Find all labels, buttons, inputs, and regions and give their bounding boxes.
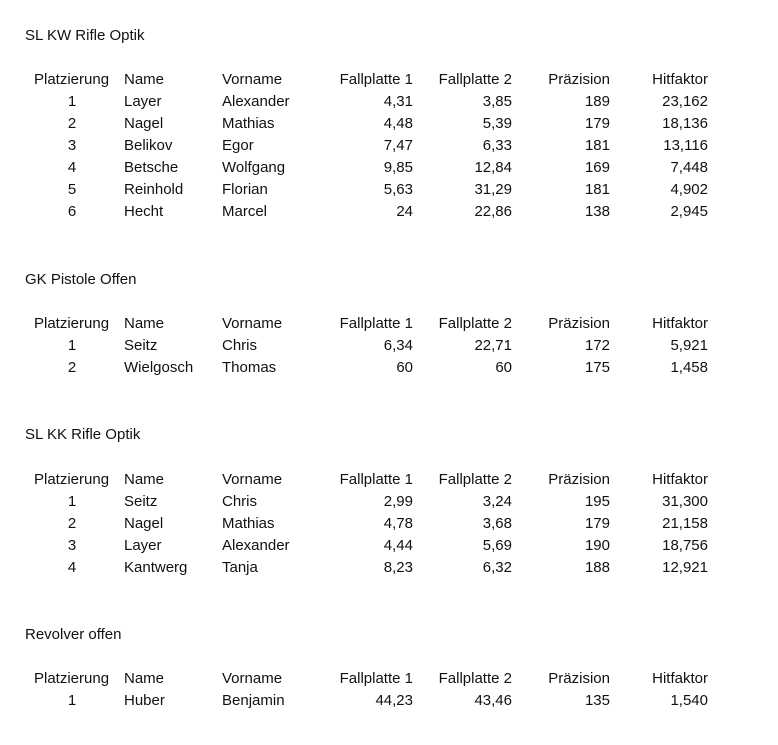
header-hitfaktor: Hitfaktor xyxy=(652,670,708,687)
cell-place: 4 xyxy=(67,159,77,176)
cell-fallplatte-1: 4,44 xyxy=(383,537,413,554)
cell-fallplatte-1: 9,85 xyxy=(383,159,413,176)
cell-fallplatte-1: 44,23 xyxy=(375,692,413,709)
cell-place: 4 xyxy=(67,559,77,576)
cell-name: Kantwerg xyxy=(124,559,188,576)
cell-fallplatte-2: 6,33 xyxy=(482,137,512,154)
table-row xyxy=(0,557,778,579)
cell-first-name: Chris xyxy=(222,493,258,510)
cell-fallplatte-2: 3,68 xyxy=(482,515,512,532)
cell-praezision: 172 xyxy=(584,337,610,354)
cell-hitfaktor: 23,162 xyxy=(662,93,708,110)
table-row xyxy=(0,513,778,535)
cell-first-name: Thomas xyxy=(222,359,277,376)
section-title: SL KW Rifle Optik xyxy=(25,27,145,44)
cell-fallplatte-1: 24 xyxy=(396,203,413,220)
cell-hitfaktor: 1,458 xyxy=(670,359,708,376)
cell-first-name: Wolfgang xyxy=(222,159,286,176)
cell-hitfaktor: 18,136 xyxy=(662,115,708,132)
header-fallplatte-2: Fallplatte 2 xyxy=(438,315,512,332)
header-praezision: Präzision xyxy=(548,315,610,332)
cell-fallplatte-2: 22,86 xyxy=(474,203,512,220)
header-place: Platzierung xyxy=(34,471,110,488)
cell-hitfaktor: 21,158 xyxy=(662,515,708,532)
table-row xyxy=(0,491,778,513)
cell-name: Nagel xyxy=(124,515,164,532)
cell-fallplatte-1: 7,47 xyxy=(383,137,413,154)
cell-fallplatte-2: 60 xyxy=(495,359,512,376)
section-title: Revolver offen xyxy=(25,626,122,643)
table-header-row xyxy=(0,69,778,91)
cell-place: 1 xyxy=(67,337,77,354)
cell-first-name: Chris xyxy=(222,337,258,354)
header-fallplatte-1: Fallplatte 1 xyxy=(339,315,413,332)
cell-fallplatte-2: 3,24 xyxy=(482,493,512,510)
cell-praezision: 138 xyxy=(584,203,610,220)
header-first-name: Vorname xyxy=(222,471,283,488)
cell-first-name: Tanja xyxy=(222,559,258,576)
header-praezision: Präzision xyxy=(548,670,610,687)
header-place: Platzierung xyxy=(34,315,110,332)
results-table xyxy=(0,469,778,579)
header-praezision: Präzision xyxy=(548,71,610,88)
cell-hitfaktor: 7,448 xyxy=(670,159,708,176)
cell-place: 1 xyxy=(67,93,77,110)
cell-hitfaktor: 2,945 xyxy=(670,203,708,220)
cell-fallplatte-1: 4,78 xyxy=(383,515,413,532)
cell-hitfaktor: 4,902 xyxy=(670,181,708,198)
header-name: Name xyxy=(124,471,165,488)
cell-praezision: 169 xyxy=(584,159,610,176)
cell-fallplatte-2: 3,85 xyxy=(482,93,512,110)
table-row xyxy=(0,179,778,201)
cell-first-name: Mathias xyxy=(222,115,275,132)
table-row xyxy=(0,690,778,712)
cell-praezision: 179 xyxy=(584,515,610,532)
cell-name: Hecht xyxy=(124,203,164,220)
cell-praezision: 195 xyxy=(584,493,610,510)
cell-name: Layer xyxy=(124,537,162,554)
cell-name: Seitz xyxy=(124,337,158,354)
table-header-row xyxy=(0,668,778,690)
cell-first-name: Alexander xyxy=(222,537,290,554)
cell-first-name: Alexander xyxy=(222,93,290,110)
cell-first-name: Mathias xyxy=(222,515,275,532)
cell-hitfaktor: 18,756 xyxy=(662,537,708,554)
table-header-row xyxy=(0,469,778,491)
cell-fallplatte-2: 5,39 xyxy=(482,115,512,132)
cell-place: 5 xyxy=(67,181,77,198)
table-header-row xyxy=(0,313,778,335)
table-row xyxy=(0,535,778,557)
header-place: Platzierung xyxy=(34,71,110,88)
cell-place: 6 xyxy=(67,203,77,220)
cell-fallplatte-2: 31,29 xyxy=(474,181,512,198)
header-fallplatte-2: Fallplatte 2 xyxy=(438,471,512,488)
cell-place: 2 xyxy=(67,115,77,132)
header-fallplatte-1: Fallplatte 1 xyxy=(339,71,413,88)
header-fallplatte-1: Fallplatte 1 xyxy=(339,670,413,687)
cell-first-name: Benjamin xyxy=(222,692,285,709)
cell-hitfaktor: 31,300 xyxy=(662,493,708,510)
cell-praezision: 189 xyxy=(584,93,610,110)
section-title: SL KK Rifle Optik xyxy=(25,426,141,443)
cell-name: Reinhold xyxy=(124,181,184,198)
cell-fallplatte-2: 43,46 xyxy=(474,692,512,709)
header-place: Platzierung xyxy=(34,670,110,687)
header-name: Name xyxy=(124,315,165,332)
cell-fallplatte-1: 4,31 xyxy=(383,93,413,110)
cell-fallplatte-1: 6,34 xyxy=(383,337,413,354)
cell-fallplatte-1: 2,99 xyxy=(383,493,413,510)
cell-fallplatte-2: 5,69 xyxy=(482,537,512,554)
table-row xyxy=(0,135,778,157)
cell-place: 2 xyxy=(67,359,77,376)
cell-praezision: 179 xyxy=(584,115,610,132)
cell-name: Nagel xyxy=(124,115,164,132)
results-table xyxy=(0,313,778,379)
cell-fallplatte-2: 22,71 xyxy=(474,337,512,354)
cell-first-name: Egor xyxy=(222,137,254,154)
table-row xyxy=(0,91,778,113)
cell-hitfaktor: 13,116 xyxy=(663,137,708,154)
cell-hitfaktor: 1,540 xyxy=(670,692,708,709)
cell-place: 3 xyxy=(67,137,77,154)
cell-name: Seitz xyxy=(124,493,158,510)
section-title: GK Pistole Offen xyxy=(25,271,137,288)
cell-name: Layer xyxy=(124,93,162,110)
cell-praezision: 175 xyxy=(584,359,610,376)
cell-hitfaktor: 12,921 xyxy=(662,559,708,576)
table-row xyxy=(0,157,778,179)
header-hitfaktor: Hitfaktor xyxy=(652,315,708,332)
cell-praezision: 135 xyxy=(584,692,610,709)
table-row xyxy=(0,113,778,135)
cell-name: Huber xyxy=(124,692,165,709)
cell-fallplatte-2: 6,32 xyxy=(482,559,512,576)
cell-praezision: 181 xyxy=(584,181,610,198)
header-hitfaktor: Hitfaktor xyxy=(652,471,708,488)
header-fallplatte-2: Fallplatte 2 xyxy=(438,670,512,687)
cell-praezision: 190 xyxy=(584,537,610,554)
cell-first-name: Marcel xyxy=(222,203,268,220)
cell-fallplatte-1: 5,63 xyxy=(383,181,413,198)
table-row xyxy=(0,357,778,379)
cell-place: 1 xyxy=(67,493,77,510)
cell-name: Belikov xyxy=(124,137,173,154)
results-table xyxy=(0,668,778,712)
cell-place: 3 xyxy=(67,537,77,554)
cell-name: Betsche xyxy=(124,159,179,176)
header-first-name: Vorname xyxy=(222,315,283,332)
table-row xyxy=(0,201,778,223)
header-praezision: Präzision xyxy=(548,471,610,488)
header-hitfaktor: Hitfaktor xyxy=(652,71,708,88)
cell-fallplatte-2: 12,84 xyxy=(474,159,512,176)
header-name: Name xyxy=(124,670,165,687)
header-fallplatte-1: Fallplatte 1 xyxy=(339,471,413,488)
cell-first-name: Florian xyxy=(222,181,268,198)
header-fallplatte-2: Fallplatte 2 xyxy=(438,71,512,88)
cell-praezision: 188 xyxy=(584,559,610,576)
table-row xyxy=(0,335,778,357)
cell-place: 2 xyxy=(67,515,77,532)
cell-hitfaktor: 5,921 xyxy=(670,337,708,354)
cell-fallplatte-1: 4,48 xyxy=(383,115,413,132)
results-table xyxy=(0,69,778,223)
cell-place: 1 xyxy=(67,692,77,709)
cell-praezision: 181 xyxy=(584,137,610,154)
header-first-name: Vorname xyxy=(222,71,283,88)
cell-fallplatte-1: 8,23 xyxy=(383,559,413,576)
header-first-name: Vorname xyxy=(222,670,283,687)
cell-name: Wielgosch xyxy=(124,359,194,376)
header-name: Name xyxy=(124,71,165,88)
cell-fallplatte-1: 60 xyxy=(396,359,413,376)
